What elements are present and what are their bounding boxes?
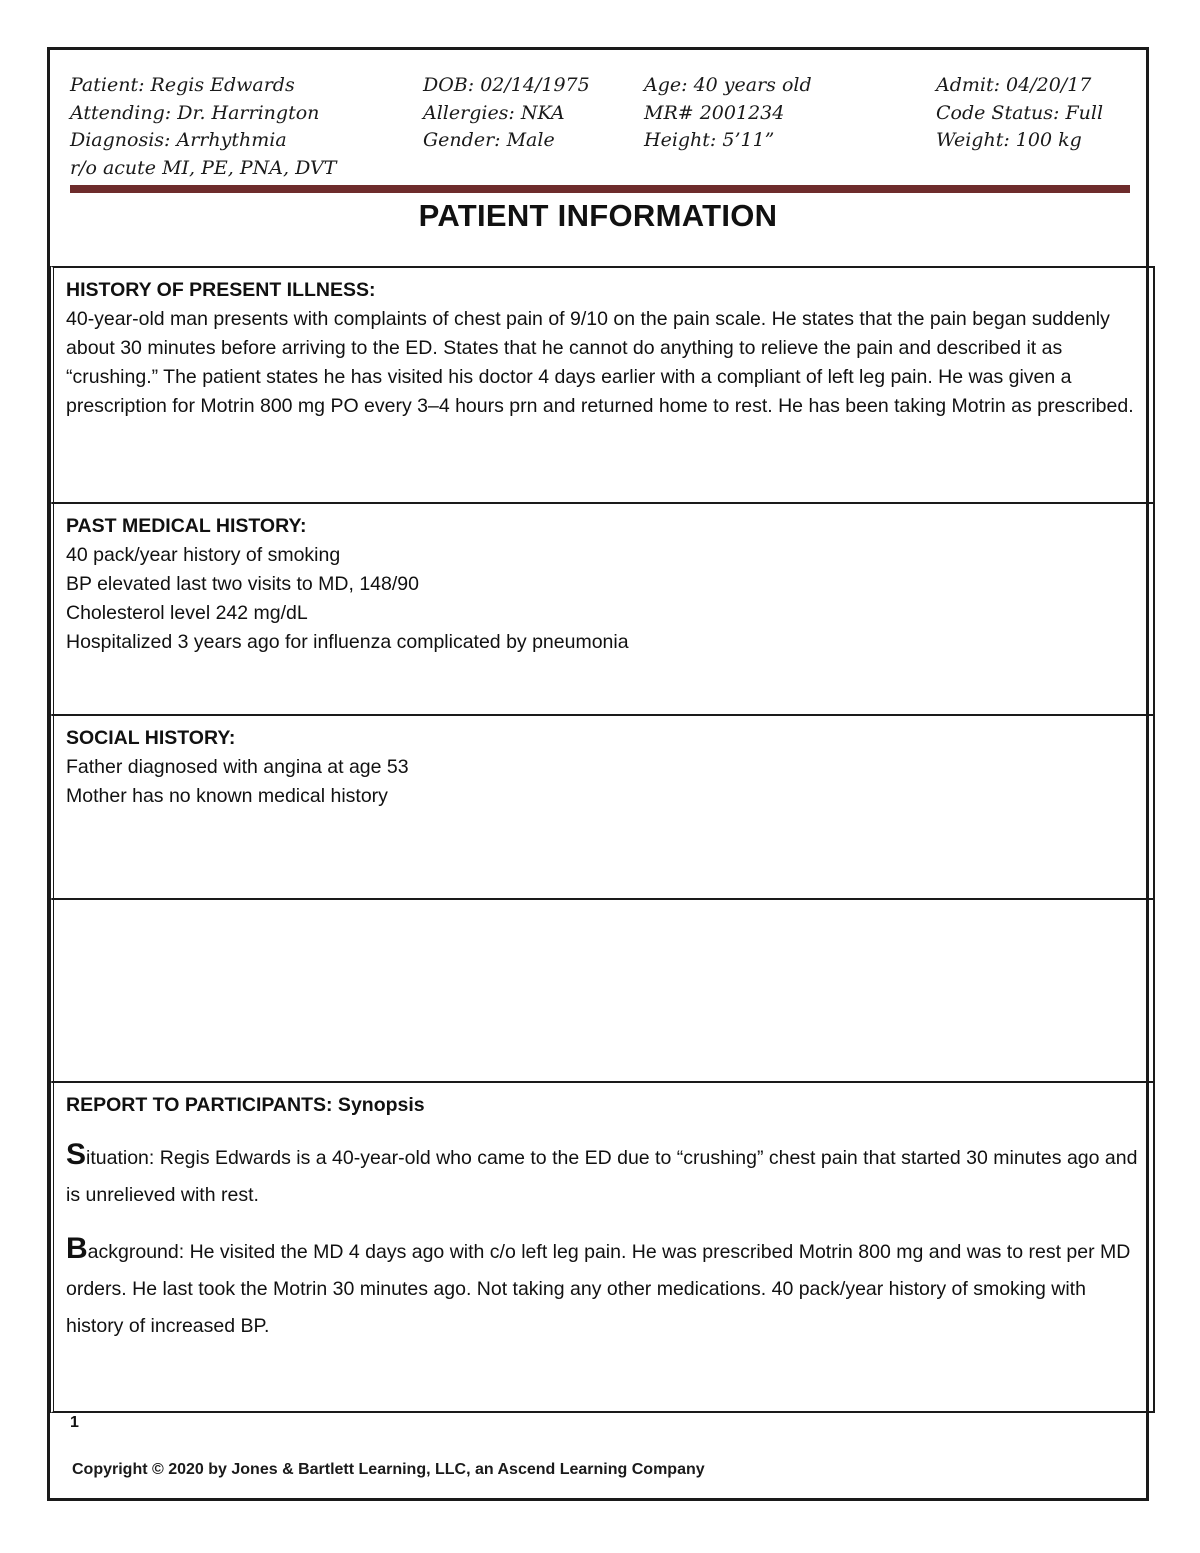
height: Height: 5’11” (644, 129, 775, 151)
rule-outs: r/o acute MI, PE, PNA, DVT (70, 156, 337, 179)
code-status: Code Status: Full (936, 101, 1104, 124)
page-title: PATIENT INFORMATION (418, 198, 778, 233)
header-column-admit (936, 72, 1103, 155)
weight: Weight: 100 kg (936, 129, 1082, 151)
report-heading-suffix: Synopsis (332, 1094, 425, 1116)
background-paragraph (66, 1234, 1141, 1345)
report-heading (66, 1091, 1141, 1120)
header-divider (70, 185, 1130, 193)
medical-record-number: MR# 2001234 (644, 101, 785, 124)
situation-text: ituation: Regis Edwards is a 40-year-old who came to the ED due to “crushing” chest pain that started 30 minutes ago and is unrelieved with rest. (66, 1147, 1138, 1206)
history-present-illness-section (50, 266, 1155, 504)
pmh-heading: PAST MEDICAL HISTORY: (66, 515, 307, 537)
report-section (50, 1081, 1155, 1413)
admit-date: Admit: 04/20/17 (936, 74, 1092, 96)
dob: DOB: 02/14/1975 (423, 74, 590, 96)
social-item: Mother has no known medical history (66, 785, 388, 807)
pmh-item: 40 pack/year history of smoking (66, 544, 341, 566)
header-column-age (644, 72, 812, 155)
pmh-item: Hospitalized 3 years ago for influenza complicated by pneumonia (66, 631, 629, 653)
age: Age: 40 years old (644, 74, 812, 96)
situation-paragraph (66, 1140, 1141, 1214)
situation-initial: S (66, 1138, 87, 1171)
patient-name: Patient: Regis Edwards (70, 74, 295, 96)
social-history-section (50, 714, 1155, 900)
gender: Gender: Male (423, 129, 555, 151)
social-heading: SOCIAL HISTORY: (66, 727, 236, 749)
social-item: Father diagnosed with angina at age 53 (66, 756, 409, 778)
attending-physician: Attending: Dr. Harrington (70, 101, 320, 124)
empty-section (50, 898, 1155, 1083)
diagnosis: Diagnosis: Arrhythmia (70, 129, 287, 151)
pmh-item: Cholesterol level 242 mg/dL (66, 602, 308, 624)
header-column-patient (70, 72, 336, 182)
pmh-item: BP elevated last two visits to MD, 148/90 (66, 573, 419, 595)
hpi-heading: HISTORY OF PRESENT ILLNESS: (66, 279, 376, 301)
past-medical-history-section (50, 502, 1155, 716)
background-initial: B (66, 1232, 88, 1265)
page-number: 1 (70, 1414, 79, 1431)
report-heading-label: REPORT TO PARTICIPANTS: (66, 1094, 333, 1116)
copyright-notice: Copyright © 2020 by Jones & Bartlett Learning, LLC, an Ascend Learning Company (72, 1461, 705, 1478)
background-text: ackground: He visited the MD 4 days ago with c/o left leg pain. He was prescribed Motrin 800 mg and was to rest per MD orders. He last took the Motrin 30 minutes ago. Not taking any other medications. 40 pack/year history of smoking with history of increased BP. (66, 1241, 1131, 1337)
header-column-dob (423, 72, 590, 155)
allergies: Allergies: NKA (423, 101, 565, 124)
hpi-text: 40-year-old man presents with complaints of chest pain of 9/10 on the pain scale. He states that the pain began suddenly about 30 minutes before arriving to the ED. States that he cannot do anything to relieve the pain and described it as “crushing.” The patient states he has visited his doctor 4 days earlier with a compliant of left leg pain. He was given a prescription for Motrin 800 mg PO every 3–4 hours prn and returned home to rest. He has been taking Motrin as prescribed. (66, 308, 1134, 417)
